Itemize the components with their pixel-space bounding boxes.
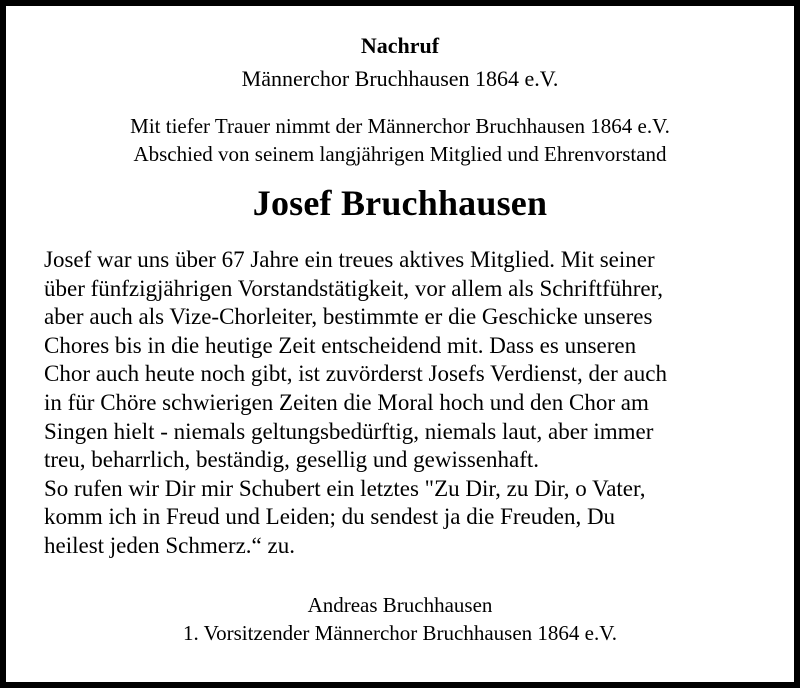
obituary-body: [44, 246, 784, 561]
deceased-name: Josef Bruchhausen: [252, 183, 548, 223]
signer-role: 1. Vorsitzender Männerchor Bruchhausen 1864 e.V.: [183, 621, 617, 645]
body-line: komm ich in Freud und Leiden; du sendest ja die Freuden, Du: [44, 504, 616, 530]
intro-line: Mit tiefer Trauer nimmt der Männerchor Bruchhausen 1864 e.V.: [130, 114, 670, 138]
body-line: So rufen wir Dir mir Schubert ein letztes "Zu Dir, zu Dir, o Vater,: [44, 475, 646, 501]
body-line: Chores bis in die heutige Zeit entscheidend mit. Dass es unseren: [44, 332, 637, 358]
signer-name: Andreas Bruchhausen: [307, 593, 493, 617]
body-line: treu, beharrlich, beständig, gesellig und gewissenhaft.: [44, 447, 539, 473]
body-line: in für Chöre schwierigen Zeiten die Moral hoch und den Chor am: [44, 389, 649, 415]
organization-name: Männerchor Bruchhausen 1864 e.V.: [241, 66, 559, 91]
intro-line: Abschied von seinem langjährigen Mitglied und Ehrenvorstand: [133, 142, 667, 166]
body-line: über fünfzigjährigen Vorstandstätigkeit, vor allem als Schriftführer,: [44, 275, 664, 301]
body-line: Singen hielt - niemals geltungsbedürftig, niemals laut, aber immer: [44, 418, 654, 444]
body-line: Josef war uns über 67 Jahre ein treues aktives Mitglied. Mit seiner: [44, 247, 655, 272]
body-line: Chor auch heute noch gibt, ist zuvörderst Josefs Verdienst, der auch: [44, 361, 667, 387]
notice-title: Nachruf: [360, 33, 440, 58]
body-line: heilest jeden Schmerz.“ zu.: [44, 532, 295, 558]
body-line: aber auch als Vize-Chorleiter, bestimmte er die Geschicke unseres: [44, 304, 653, 330]
